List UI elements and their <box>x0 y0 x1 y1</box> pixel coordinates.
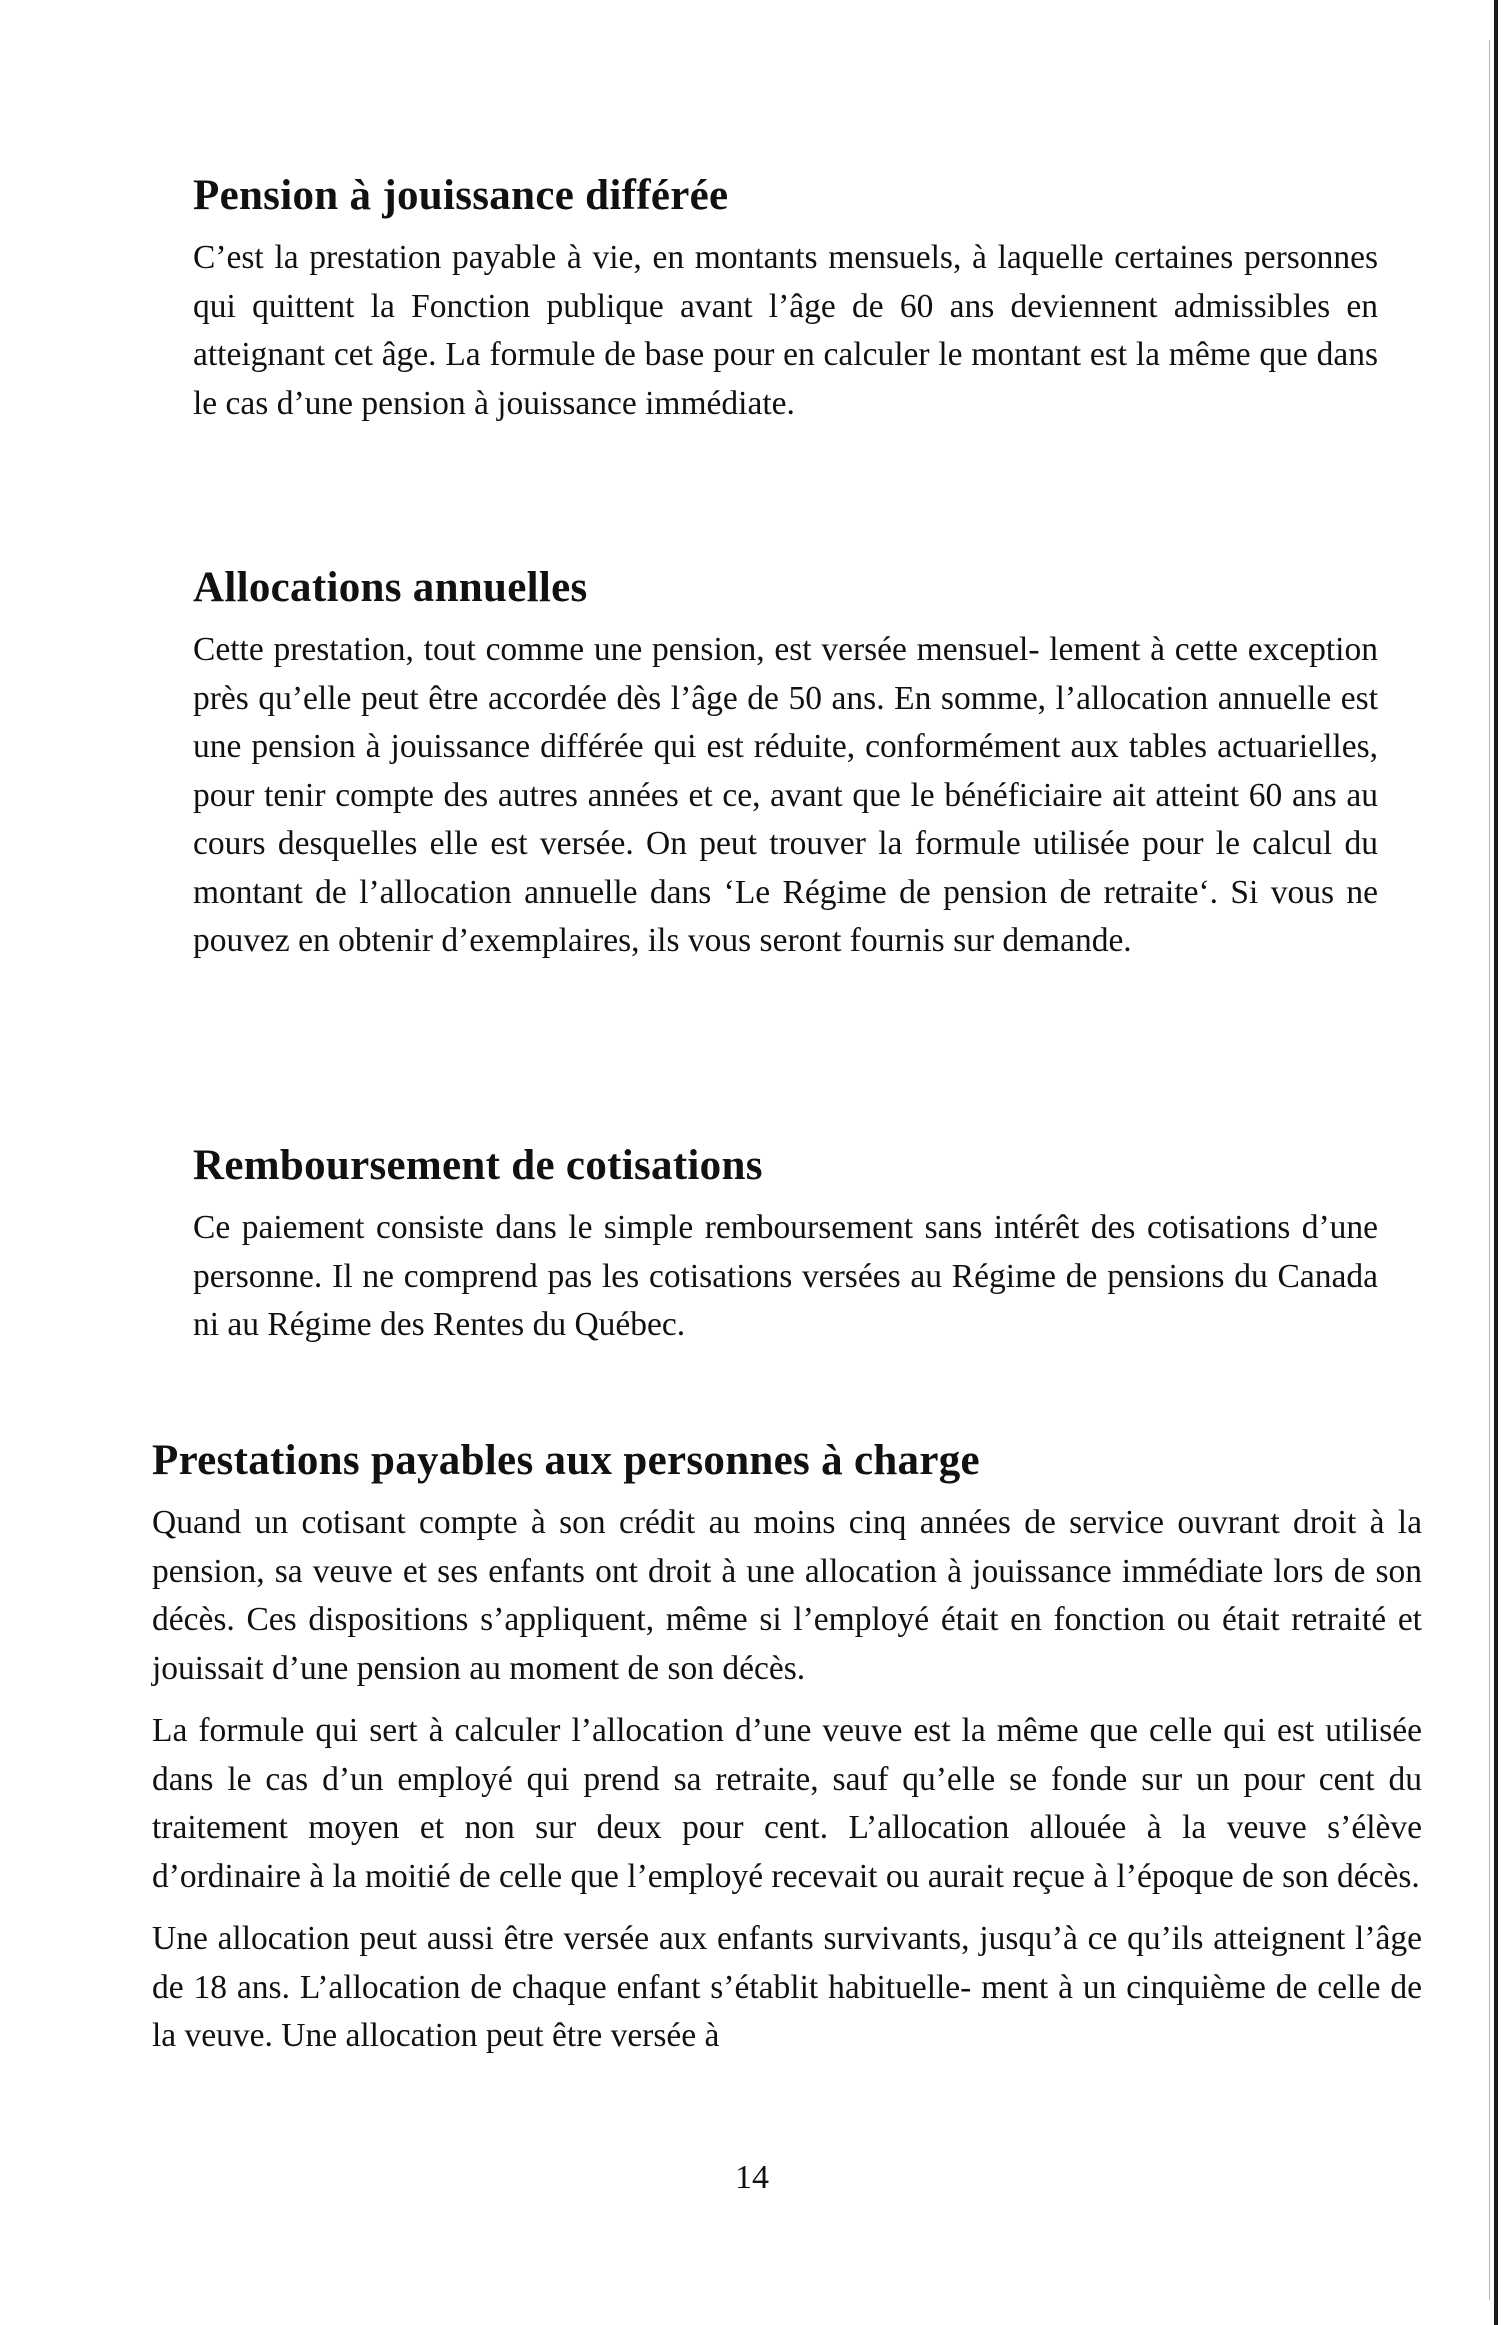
section-pension-differee <box>193 168 1378 428</box>
section-heading: Allocations annuelles <box>193 564 588 611</box>
section-heading: Remboursement de cotisations <box>193 1142 763 1189</box>
section-paragraph: Ce paiement consiste dans le simple remboursement sans intérêt des cotisations d’une personne. Il ne comprend pas les cotisations versées au Régime de pensions du Canada ni au Régime des Rentes du Québec. <box>193 1209 1378 1343</box>
section-prestations-personnes-a-charge <box>152 1433 1422 2061</box>
section-heading: Pension à jouissance différée <box>193 172 729 219</box>
section-paragraph: Une allocation peut aussi être versée aux enfants survivants, jusqu’à ce qu’ils atteignent l’âge de 18 ans. L’allocation de chaque enfant s’établit habituelle- ment à un cinquième de celle de la veuve. Une allocation peut être versée à <box>152 1920 1422 2054</box>
section-paragraph: Cette prestation, tout comme une pension, est versée mensuel- lement à cette exception près qu’elle peut être accordée dès l’âge de 50 ans. En somme, l’allocation annuelle est une pension à jouissance différée qui est réduite, conformément aux tables actuarielles, pour tenir compte des autres années et ce, avant que le bénéficiaire ait atteint 60 ans au cours desquelles elle est versée. On peut trouver la formule utilisée pour le calcul du montant de l’allocation annuelle dans ‘Le Régime de pension de retraite‘. Si vous ne pouvez en obtenir d’exemplaires, ils vous seront fournis sur demande. <box>193 631 1378 959</box>
section-remboursement-cotisations <box>193 1138 1378 1350</box>
page-edge-shadow <box>1489 40 1490 2300</box>
page-number: 14 <box>735 2159 769 2196</box>
section-paragraph: La formule qui sert à calculer l’allocation d’une veuve est la même que celle qui est utilisée dans le cas d’un employé qui prend sa retraite, sauf qu’elle se fonde sur un pour cent du traitement moyen et non sur deux pour cent. L’allocation allouée à la veuve s’élève d’ordinaire à la moitié de celle que l’employé recevait ou aurait reçue à l’époque de son décès. <box>152 1712 1422 1895</box>
page-edge-rule <box>1494 0 1498 2325</box>
section-heading: Prestations payables aux personnes à charge <box>152 1437 980 1484</box>
section-allocations-annuelles <box>193 560 1378 966</box>
section-paragraph: Quand un cotisant compte à son crédit au moins cinq années de service ouvrant droit à la pension, sa veuve et ses enfants ont droit à une allocation à jouissance immédiate lors de son décès. Ces dispositions s’appliquent, même si l’employé était en fonction ou était retraité et jouissait d’une pension au moment de son décès. <box>152 1504 1422 1687</box>
section-paragraph: C’est la prestation payable à vie, en montants mensuels, à laquelle certaines personnes qui quittent la Fonction publique avant l’âge de 60 ans deviennent admissibles en atteignant cet âge. La formule de base pour en calculer le montant est la même que dans le cas d’une pension à jouissance immédiate. <box>193 239 1378 422</box>
